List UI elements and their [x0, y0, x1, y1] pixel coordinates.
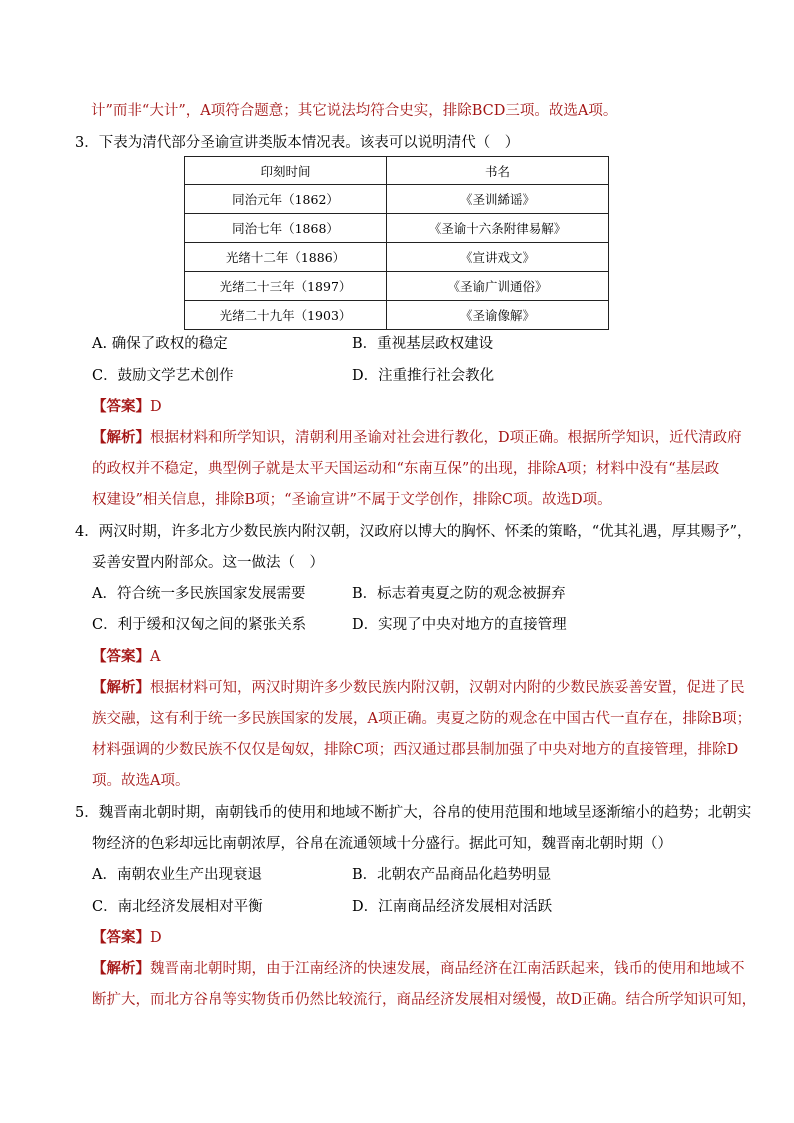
q4-analysis-line-2: 族交融，这有利于统一多民族国家的发展，A项正确。夷夏之防的观念在中国古代一直存在，排除B项；: [92, 711, 752, 727]
q4-analysis-line-4: 项。故选A项。: [92, 773, 190, 789]
q3-analysis-line-2: 的政权并不稳定，典型例子就是太平天国运动和“东南互保”的出现，排除A项；材料中没有“基层政: [92, 461, 720, 477]
analysis-text: 魏晋南北朝时期，由于江南经济的快速发展，商品经济在江南活跃起来，钱币的使用和地域不: [150, 961, 745, 977]
q3-option-c: C．鼓励文学艺术创作: [92, 368, 234, 384]
table-row: [185, 243, 609, 272]
table-header-row: [185, 157, 609, 185]
analysis-text: 根据材料可知，两汉时期许多少数民族内附汉朝，汉朝对内附的少数民族妥善安置，促进了民: [150, 680, 745, 696]
q5-option-d: D．江南商品经济发展相对活跃: [352, 899, 553, 915]
q3-option-b: B．重视基层政权建设: [352, 336, 494, 352]
table-cell-title: 《圣谕十六条附律易解》: [387, 214, 609, 243]
table-cell-title: 《圣谕像解》: [387, 301, 609, 330]
table-row: [185, 272, 609, 301]
answer-value: D: [150, 399, 162, 415]
table-cell-title: 《宣讲戏文》: [387, 243, 609, 272]
q4-answer: [92, 647, 160, 667]
edition-table: [184, 156, 609, 330]
question-4-stem-line-1: 4．两汉时期，许多北方少数民族内附汉朝，汉政府以博大的胸怀、怀柔的策略，“优其礼遇，厚其赐予”，: [75, 524, 752, 540]
q4-option-c: C．利于缓和汉匈之间的紧张关系: [92, 617, 307, 633]
q3-analysis-line-3: 权建设”相关信息，排除B项；“圣谕宣讲”不属于文学创作，排除C项。故选D项。: [92, 492, 612, 508]
q4-analysis-line-3: 材料强调的少数民族不仅仅是匈奴，排除C项；西汉通过郡县制加强了中央对地方的直接管理，排除D: [92, 742, 739, 758]
question-4-stem-line-2: 妥善安置内附部众。这一做法（ ）: [92, 555, 324, 571]
analysis-label: 【解析】: [92, 679, 150, 696]
previous-analysis-tail: 计”而非“大计”，A项符合题意；其它说法均符合史实，排除BCD三项。故选A项。: [91, 103, 618, 119]
answer-value: D: [150, 930, 162, 946]
q4-option-d: D．实现了中央对地方的直接管理: [352, 617, 567, 633]
header-print-time: 印刻时间: [185, 157, 387, 185]
question-5-stem-line-2: 物经济的色彩却远比南朝浓厚，谷帛在流通领域十分盛行。据此可知，魏晋南北朝时期（）: [92, 836, 672, 852]
analysis-text: 根据材料和所学知识，清朝利用圣谕对社会进行教化，D项正确。根据所学知识，近代清政府: [150, 430, 742, 446]
table-row: [185, 301, 609, 330]
q5-analysis-line-2: 断扩大，而北方谷帛等实物货币仍然比较流行，商品经济发展相对缓慢，故D正确。结合所学知识可知，: [92, 992, 757, 1008]
q3-option-d: D．注重推行社会教化: [352, 368, 495, 384]
q5-option-c: C．南北经济发展相对平衡: [92, 899, 263, 915]
table-cell-title: 《圣谕广训通俗》: [387, 272, 609, 301]
q5-option-b: B．北朝农产品商品化趋势明显: [352, 867, 552, 883]
answer-label: 【答案】: [92, 398, 150, 415]
question-5-stem-line-1: 5．魏晋南北朝时期，南朝钱币的使用和地域不断扩大，谷帛的使用范围和地域呈逐渐缩小的趋势；北朝实: [75, 805, 752, 821]
table-cell-time: 光绪十二年（1886）: [185, 243, 387, 272]
analysis-label: 【解析】: [92, 429, 150, 446]
header-book-title: 书名: [387, 157, 609, 185]
answer-label: 【答案】: [92, 648, 150, 665]
table-cell-time: 光绪二十三年（1897）: [185, 272, 387, 301]
table-cell-title: 《圣训絺谣》: [387, 185, 609, 214]
table-cell-time: 同治七年（1868）: [185, 214, 387, 243]
q3-analysis-line-1: [92, 428, 742, 448]
q5-answer: [92, 928, 162, 948]
table-row: [185, 185, 609, 214]
answer-label: 【答案】: [92, 929, 150, 946]
q5-analysis-line-1: [92, 959, 745, 979]
q5-option-a: A．南朝农业生产出现衰退: [92, 867, 262, 883]
q4-option-b: B．标志着夷夏之防的观念被摒弃: [352, 586, 566, 602]
q3-option-a: A. 确保了政权的稳定: [92, 336, 228, 352]
table-cell-time: 光绪二十九年（1903）: [185, 301, 387, 330]
analysis-label: 【解析】: [92, 960, 150, 977]
q4-analysis-line-1: [92, 678, 745, 698]
q4-option-a: A．符合统一多民族国家发展需要: [92, 586, 306, 602]
answer-value: A: [150, 649, 161, 665]
table-cell-time: 同治元年（1862）: [185, 185, 387, 214]
question-3-stem: 3．下表为清代部分圣谕宣讲类版本情况表。该表可以说明清代（ ）: [75, 135, 520, 151]
q3-answer: [92, 397, 162, 417]
table-row: [185, 214, 609, 243]
